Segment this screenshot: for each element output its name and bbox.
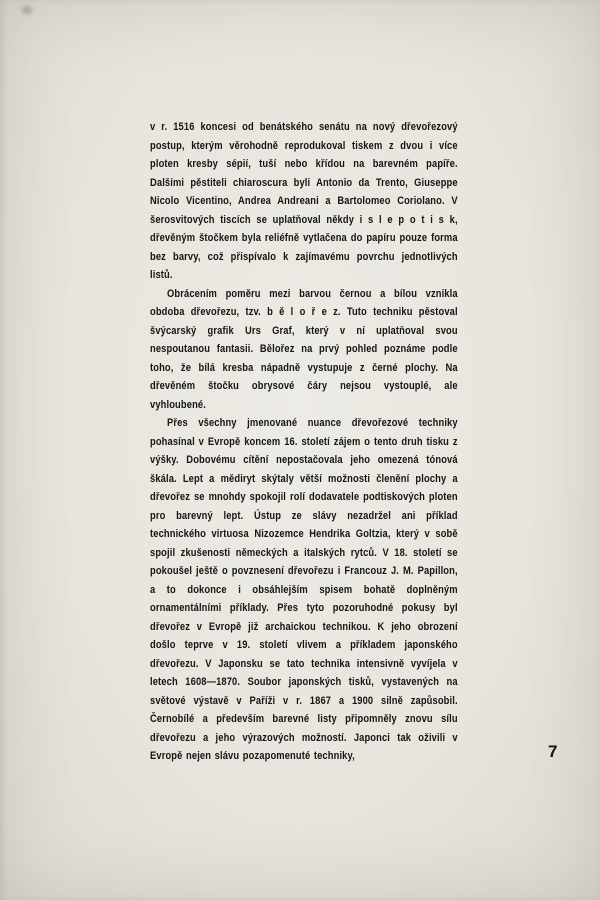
body-paragraph: Obrácením poměru mezi barvou černou a bílou vznikla obdoba dřevořezu, tzv. b ě l o ř e z. Tuto techniku pěstoval švýcarský grafik Urs Graf, který v ní uplatňoval svou nespoutanou fantasii. Bělořez na prvý pohled poznáme podle toho, že bílá kresba nápadně vystupuje z černé plochy. Na dřevěném štočku obrysové čáry nejsou vystouplé, ale vyhloubené. (150, 287, 458, 411)
body-paragraph: Přes všechny jmenované nuance dřevořezové techniky pohasínal v Evropě koncem 16. století zájem o tento druh tisku z výšky. Dobovému cítění nepostačovala jeho omezená tónová škála. Lept a mědiryt skýtaly větší možnosti členění plochy a dřevořez se mnohdy spokojil rolí dodavatele podtiskových ploten pro barevný lept. Ústup ze slávy nezadržel ani příklad technického virtuosa Nizozemce Hendrika Goltzia, který v sobě spojil zkušenosti německých a italských rytců. V 18. století se pokoušel ještě o povznesení dřevořezu i Francouz J. M. Papillon, a to dokonce i obsáhlejším spisem bohatě doplněným ornamentálními příklady. Přes tyto pozoruhodné pokusy byl dřevořez v Evropě již archaickou technikou. K jeho obrození došlo teprve v 19. století vlivem a příkladem japonského dřevořezu. V Japonsku se tato technika intensivně vyvíjela v letech 1608—1870. Soubor japonských tisků, vystavených na světové výstavě v Paříži v r. 1867 a 1900 silně zapůsobil. Černobílé a především barevné listy připomněly znovu sílu dřevořezu a jeho výrazových možností. Japonci tak oživili v Evropě nejen slávu pozapomenuté techniky, (150, 417, 458, 762)
body-paragraph: v r. 1516 koncesi od benátského senátu na nový dřevořezový postup, kterým věrohodně reprodukoval tiskem z dvou i více ploten kresby sépií, tuší nebo křídou na barevném papíře. Dalšími pěstiteli chiaroscura byli Antonio da Trento, Giuseppe Nicolo Vicentino, Andrea Andreani a Bartolomeo Coriolano. V šerosvitových tiscích se uplatňoval někdy i s l e p o t i s k, dřevěným štočkem byla reliéfně vytlačena do papíru pouze forma bez barvy, což přispívalo k zajímavému povrchu jednotlivých listů. (150, 121, 458, 281)
body-text (150, 118, 458, 766)
scan-artifact (22, 6, 32, 14)
page-number: 7 (548, 742, 558, 761)
